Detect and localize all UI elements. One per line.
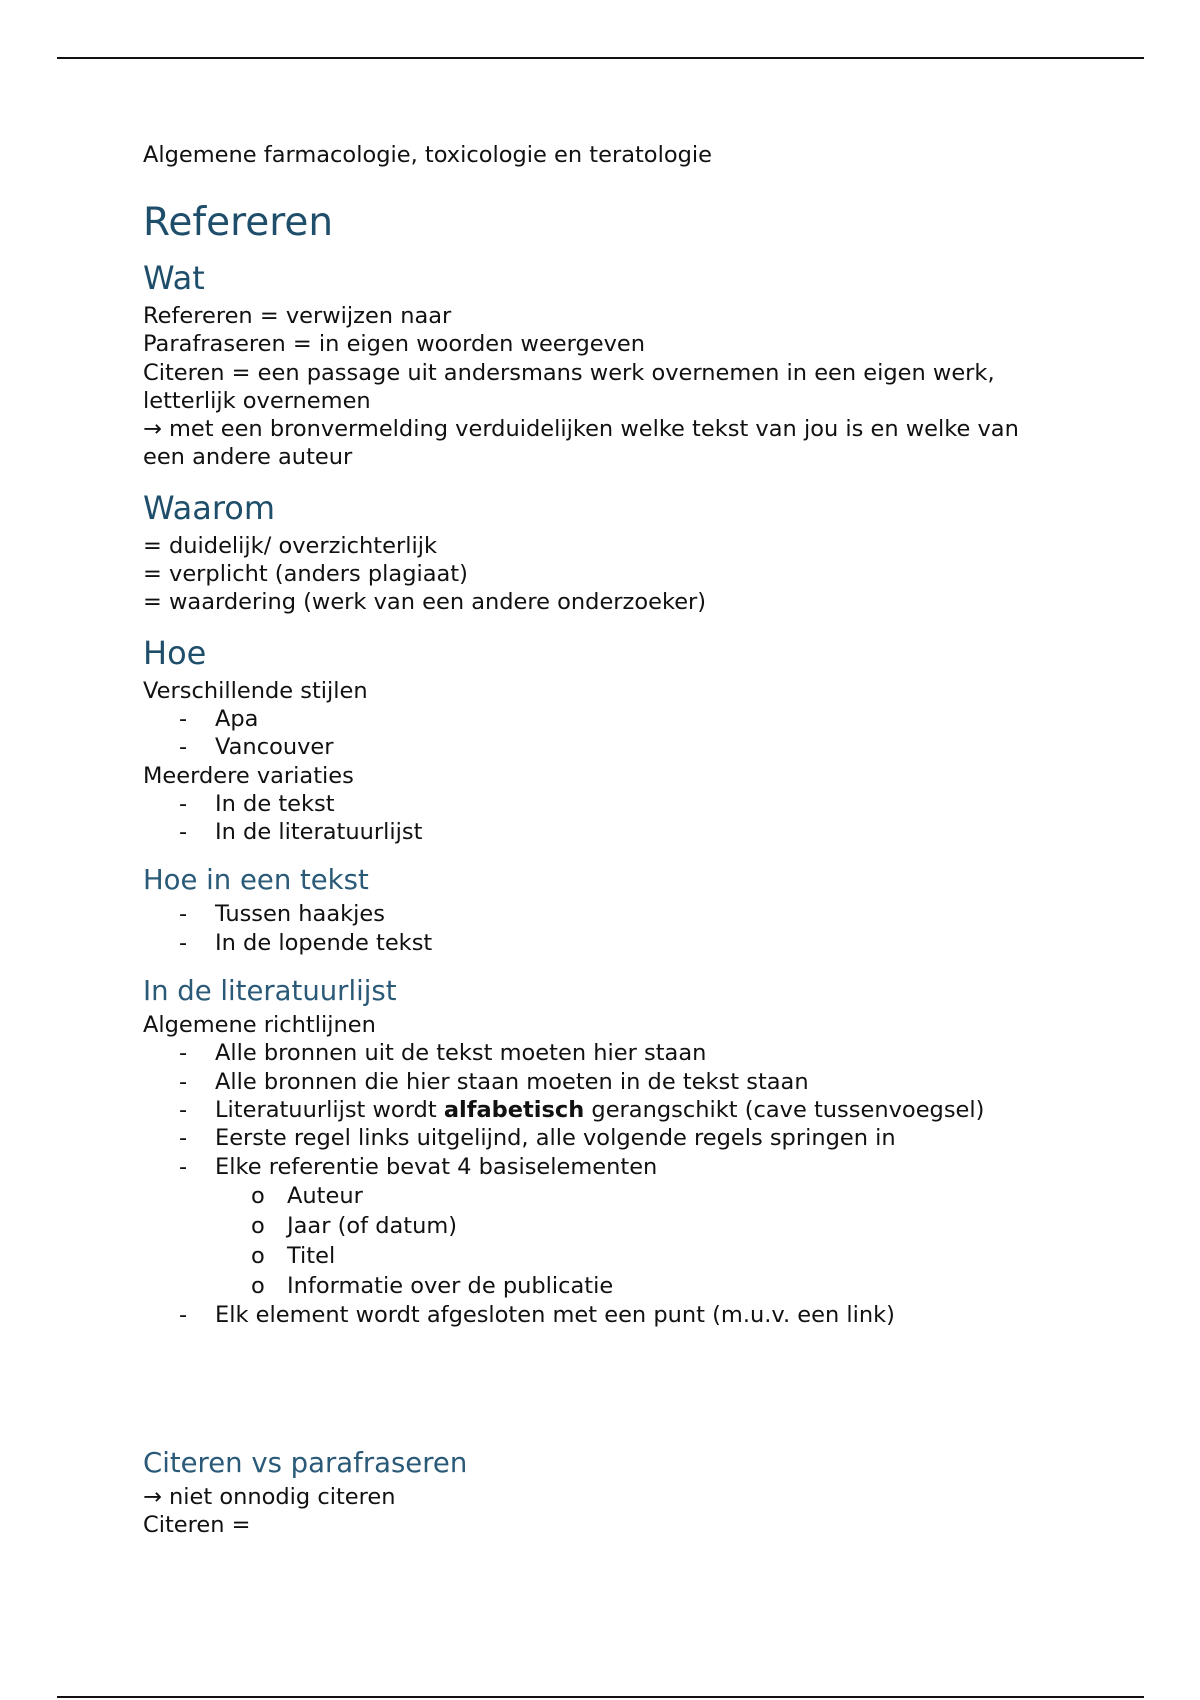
wat-line: → met een bronvermelding verduidelijken welke tekst van jou is en welke van een andere auteur [143, 416, 1019, 471]
wat-line: Citeren = een passage uit andersmans werk overnemen in een eigen werk, letterlijk overnemen [143, 359, 995, 414]
list-item: - Tussen haakjes [143, 900, 1063, 928]
section-wat [143, 258, 1063, 472]
hoe-tekst-list [143, 900, 1063, 957]
spacer [143, 1345, 1063, 1445]
section-hoe-in-tekst [143, 862, 1063, 957]
heading-hoe-in-tekst: Hoe in een tekst [143, 864, 369, 897]
list-item: - Elk element wordt afgesloten met een punt (m.u.v. een link) [143, 1301, 1063, 1329]
guidelines-list [143, 1039, 1063, 1180]
document-body [143, 140, 1063, 1556]
section-hoe [143, 633, 1063, 847]
list-item: - Vancouver [143, 733, 1063, 761]
list-item: - Eerste regel links uitgelijnd, alle volgende regels springen in [143, 1124, 1063, 1152]
waarom-line: = duidelijk/ overzichterlijk [143, 532, 438, 559]
heading-waarom: Waarom [143, 488, 276, 527]
sub-list-item: o Jaar (of datum) [143, 1211, 1063, 1241]
citeren-line: → niet onnodig citeren [143, 1484, 396, 1511]
waarom-line: = verplicht (anders plagiaat) [143, 561, 468, 588]
list-item: - In de literatuurlijst [143, 818, 1063, 846]
hoe-styles-label: Verschillende stijlen [143, 677, 368, 704]
variations-list [143, 790, 1063, 847]
heading-wat: Wat [143, 259, 205, 297]
list-item: - Apa [143, 705, 1063, 733]
list-item: - In de lopende tekst [143, 929, 1063, 957]
styles-list [143, 705, 1063, 762]
item-text: Literatuurlijst wordt [215, 1096, 444, 1123]
item-text: gerangschikt (cave tussenvoegsel) [584, 1096, 985, 1123]
literatuurlijst-intro: Algemene richtlijnen [143, 1012, 376, 1039]
citeren-line: Citeren = [143, 1512, 251, 1539]
heading-literatuurlijst: In de literatuurlijst [143, 975, 397, 1008]
item-bold-text: alfabetisch [443, 1096, 585, 1123]
wat-line: Parafraseren = in eigen woorden weergeven [143, 331, 646, 358]
basiselementen-list [143, 1181, 1063, 1301]
footer-rule [57, 1696, 1144, 1698]
hoe-variations-label: Meerdere variaties [143, 762, 354, 789]
sub-list-item: o Informatie over de publicatie [143, 1271, 1063, 1301]
list-item: - In de tekst [143, 790, 1063, 818]
guidelines-list-end [143, 1301, 1063, 1329]
waarom-line: = waardering (werk van een andere onderzoeker) [143, 589, 707, 616]
header-rule [57, 57, 1144, 59]
heading-citeren: Citeren vs parafraseren [143, 1447, 468, 1480]
wat-line: Refereren = verwijzen naar [143, 303, 452, 329]
section-citeren [143, 1445, 1063, 1540]
list-item [143, 1096, 1063, 1124]
sub-list-item: o Titel [143, 1241, 1063, 1271]
list-item: - Alle bronnen uit de tekst moeten hier staan [143, 1039, 1063, 1067]
document-header: Algemene farmacologie, toxicologie en teratologie [143, 142, 712, 168]
section-literatuurlijst [143, 973, 1063, 1329]
section-waarom [143, 488, 1063, 617]
heading-hoe: Hoe [143, 633, 207, 672]
list-item: - Elke referentie bevat 4 basiselementen [143, 1153, 1063, 1181]
page-title: Refereren [143, 200, 334, 245]
list-item: - Alle bronnen die hier staan moeten in de tekst staan [143, 1068, 1063, 1096]
sub-list-item: o Auteur [143, 1181, 1063, 1211]
